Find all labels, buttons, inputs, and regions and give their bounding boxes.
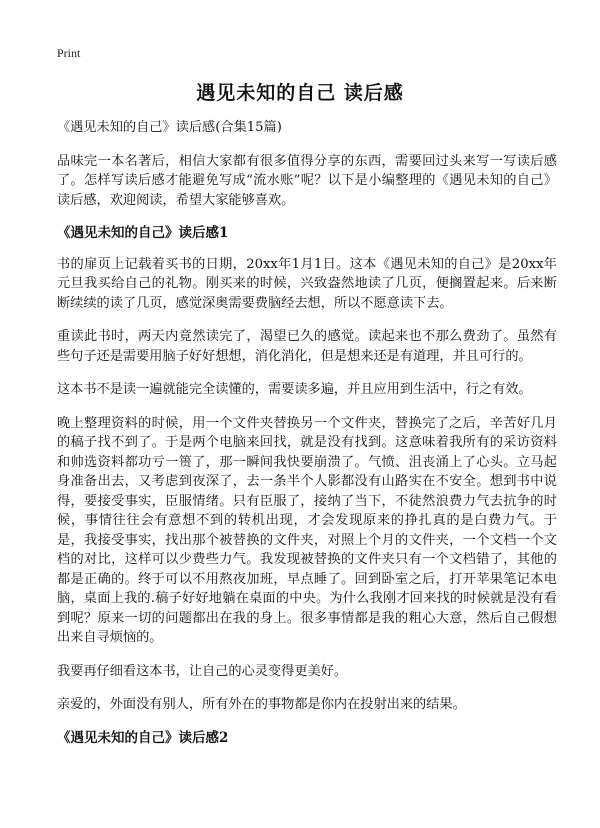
- paragraph: 我要再仔细看这本书，让自己的心灵变得更美好。: [57, 663, 348, 679]
- document-body: [57, 118, 557, 759]
- page-title: 遇见未知的自己 读后感: [196, 82, 404, 104]
- paragraph: 晚上整理资料的时候，用一个文件夹替换另一个文件夹，替换完了之后，辛苦好几月的稿子找不到了。于是两个电脑来回找，就是没有找到。这意味着我所有的采访资料和帅选资料都功亏一篑了，那一瞬间我快要崩溃了。气愤、沮丧涌上了心头。立马起身准备出去，又考虑到夜深了，去一条半个人影都没有山路实在不安全。想到书中说得，要接受事实，臣服情绪。只有臣服了，接纳了当下，不徒然浪费力气去抗争的时候，事情往往会有意想不到的转机出现，才会发现原来的挣扎真的是白费力气。于是，我接受事实，找出那个被替换的文件夹，对照上个月的文件夹，一个文档一个文档的对比，这样可以少费些力气。我发现被替换的文件夹只有一个文档错了，其他的都是正确的。终于可以不用熬夜加班，早点睡了。回到卧室之后，打开苹果笔记本电脑，桌面上我的.稿子好好地躺在桌面的中央。为什么我刚才回来找的时候就是没有看到呢？原来一切的问题都出在我的身上。很多事情都是我的粗心大意，然后自己假想出来自寻烦恼的。: [57, 415, 557, 645]
- document-subtitle: 《遇见未知的自己》读后感(合集15篇): [57, 120, 282, 135]
- paragraph: 这本书不是读一遍就能完全读懂的，需要读多遍，并且应用到生活中，行之有效。: [57, 382, 532, 397]
- paragraph: 书的扉页上记载着买书的日期，20xx年1月1日。这本《遇见未知的自己》是20xx年元旦我买给自己的礼物。刚买来的时候，兴致盎然地读了几页，便搁置起来。后来断断续续的读了几页，感觉深奥需要费脑经去想，所以不愿意读下去。: [57, 256, 557, 311]
- paragraph: 重读此书时，两天内竟然读完了，渴望已久的感觉。读起来也不那么费劲了。虽然有些句子还是需要用脑子好好想想，消化消化，但是想来还是有道理，并且可行的。: [57, 329, 557, 364]
- print-link[interactable]: Print: [57, 46, 81, 60]
- paragraph: 亲爱的，外面没有别人，所有外在的事物都是你内在投射出来的结果。: [57, 697, 466, 712]
- section-heading-1: 《遇见未知的自己》读后感1: [57, 225, 229, 241]
- section-heading-2: 《遇见未知的自己》读后感2: [57, 729, 229, 746]
- intro-paragraph: 品味完一本名著后，相信大家都有很多值得分享的东西，需要回过头来写一写读后感了。怎样写读后感才能避免写成“流水账”呢？以下是小编整理的《遇见未知的自己》读后感，欢迎阅读，希望大家能够喜欢。: [57, 153, 557, 208]
